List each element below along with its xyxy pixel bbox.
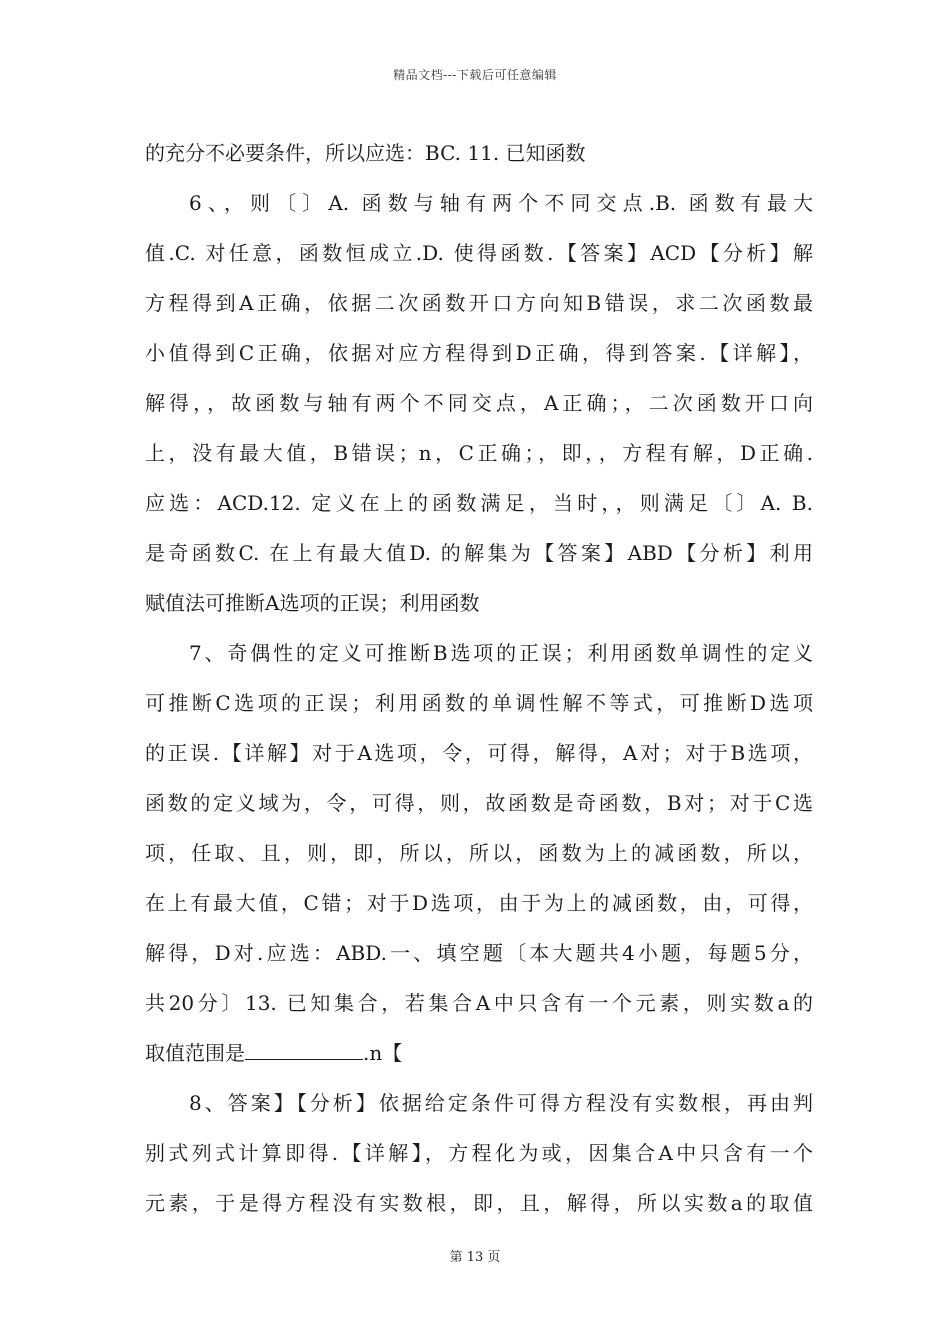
text-line: 别式列式计算即得.【详解】，方程化为或，因集合A中只含有一个 — [145, 1141, 813, 1165]
text-line: 小值得到C正确，依据对应方程得到D正确，得到答案.【详解】， — [145, 341, 813, 365]
text-line: 6、，则〔〕A. 函数与轴有两个不同交点.B. 函数有最大 — [189, 191, 813, 215]
text-line: 是奇函数C. 在上有最大值D. 的解集为【答案】ABD【分析】利用 — [145, 541, 813, 565]
text-line: 值.C. 对任意，函数恒成立.D. 使得函数.【答案】ACD【分析】解 — [145, 241, 813, 265]
text-fragment: .n【 — [363, 1041, 403, 1065]
text-line: 的正误.【详解】对于A选项，令，可得，解得，A对；对于B选项， — [145, 741, 813, 765]
text-line: 7、奇偶性的定义可推断B选项的正误；利用函数单调性的定义 — [189, 641, 813, 665]
text-fragment: 取值范围是 — [145, 1041, 245, 1065]
text-line: 的充分不必要条件，所以应选：BC. 11. 已知函数 — [145, 141, 586, 165]
text-line: 元素，于是得方程没有实数根，即，且，解得，所以实数a的取值 — [145, 1191, 813, 1215]
text-line: 赋值法可推断A选项的正误；利用函数 — [145, 591, 480, 615]
text-line: 解得，，故函数与轴有两个不同交点，A正确；，二次函数开口向 — [145, 391, 813, 415]
text-line: 共20分〕13. 已知集合，若集合A中只含有一个元素，则实数a的 — [145, 991, 813, 1015]
text-line: 可推断C选项的正误；利用函数的单调性解不等式，可推断D选项 — [145, 691, 813, 715]
page-header: 精品文档---下载后可任意编辑 — [393, 68, 557, 82]
text-line: 上，没有最大值，B错误；n，C正确；，即，，方程有解，D正确. — [145, 441, 813, 465]
answer-blank — [245, 1031, 363, 1060]
text-line: 函数的定义域为，令，可得，则，故函数是奇函数，B对；对于C选 — [145, 791, 813, 815]
page-number: 第 13 页 — [449, 1250, 501, 1265]
text-line: 解得，D对.应选：ABD.一、填空题〔本大题共4小题，每题5分， — [145, 941, 813, 965]
text-line: 8、答案】【分析】依据给定条件可得方程没有实数根，再由判 — [189, 1091, 813, 1115]
text-line: 在上有最大值，C错；对于D选项，由于为上的减函数，由，可得， — [145, 891, 813, 915]
text-line — [145, 1028, 813, 1078]
text-line: 应选：ACD.12. 定义在上的函数满足，当时，，则满足〔〕A. B. — [145, 491, 813, 515]
text-line: 项，任取、且，则，即，所以，所以，函数为上的减函数，所以， — [145, 841, 813, 865]
document-body — [145, 128, 813, 1228]
text-line: 方程得到A正确，依据二次函数开口方向知B错误，求二次函数最 — [145, 291, 813, 315]
